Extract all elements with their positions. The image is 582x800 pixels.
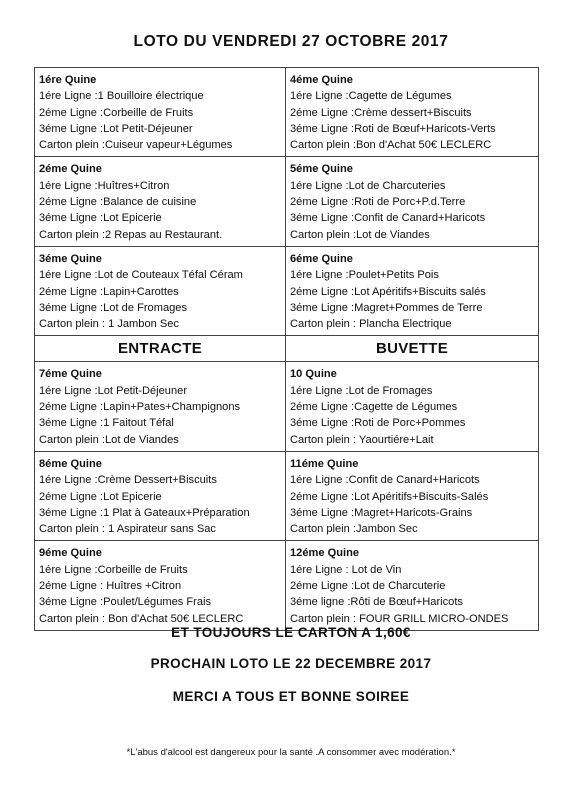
thanks-line: MERCI A TOUS ET BONNE SOIREE: [172, 689, 410, 704]
line-prize: 2éme Ligne :Cagette de Légumes: [290, 401, 458, 414]
quine-heading: 6éme Quine: [290, 252, 353, 265]
line-prize: 3éme Ligne :1 Faitout Téfal: [39, 417, 174, 430]
carton-plein-prize: Carton plein :Cuiseur vapeur+Légumes: [39, 139, 233, 152]
line-prize: 1ére Ligne :Crème Dessert+Biscuits: [39, 474, 217, 487]
quine-heading: 2éme Quine: [39, 163, 102, 176]
quine-cell: [286, 362, 539, 451]
line-prize: 2éme Ligne :Corbeille de Fruits: [39, 106, 194, 119]
carton-plein-prize: Carton plein :Lot de Viandes: [290, 228, 430, 241]
carton-plein-prize: Carton plein : 1 Aspirateur sans Sac: [39, 523, 216, 536]
quine-cell: [35, 246, 286, 335]
quine-cell: [35, 68, 286, 157]
quine-cell: [35, 157, 286, 246]
line-prize: 1ére Ligne :Cagette de Légumes: [290, 90, 452, 103]
line-prize: 3éme Ligne :Lot de Fromages: [39, 301, 188, 314]
line-prize: 2éme Ligne :Lapin+Pates+Champignons: [39, 401, 241, 414]
line-prize: 2éme Ligne :Balance de cuisine: [39, 196, 197, 209]
line-prize: 1ére Ligne :Lot Petit-Déjeuner: [39, 384, 188, 397]
quine-cell: [286, 246, 539, 335]
quine-cell: [286, 451, 539, 540]
quine-heading: 7éme Quine: [39, 368, 102, 381]
line-prize: 3éme Ligne :Confit de Canard+Haricots: [290, 212, 486, 225]
table-row: [35, 246, 539, 335]
line-prize: 1ére Ligne :Poulet+Petits Pois: [290, 269, 439, 282]
line-prize: 2éme Ligne :Roti de Porc+P.d.Terre: [290, 196, 466, 209]
carton-plein-prize: Carton plein :Lot de Viandes: [39, 433, 179, 446]
line-prize: 1ére Ligne :1 Bouilloire électrique: [39, 90, 204, 103]
table-row: [35, 68, 539, 157]
carton-plein-prize: Carton plein : Bon d'Achat 50€ LECLERC: [39, 612, 244, 625]
carton-price-line: ET TOUJOURS LE CARTON A 1,60€: [171, 625, 411, 640]
prize-table: [34, 67, 539, 631]
health-warning-note: *L'abus d'alcool est dangereux pour la santé .A consommer avec modération.*: [126, 747, 456, 758]
line-prize: 2éme Ligne :Crème dessert+Biscuits: [290, 106, 472, 119]
banner-row: [35, 336, 539, 362]
table-row: [35, 451, 539, 540]
quine-heading: 5éme Quine: [290, 163, 353, 176]
carton-plein-prize: Carton plein : 1 Jambon Sec: [39, 318, 179, 331]
quine-heading: 3éme Quine: [39, 252, 102, 265]
carton-plein-prize: Carton plein : Plancha Electrique: [290, 318, 452, 331]
line-prize: 1ére Ligne :Lot de Couteaux Téfal Céram: [39, 269, 243, 282]
line-prize: 3éme Ligne :Poulet/Légumes Frais: [39, 596, 212, 609]
table-row: [35, 541, 539, 630]
quine-heading: 11éme Quine: [290, 457, 359, 470]
entracte-banner: ENTRACTE: [35, 336, 286, 362]
quine-heading: 9éme Quine: [39, 547, 102, 560]
line-prize: 2éme Ligne : Huîtres +Citron: [39, 580, 182, 593]
line-prize: 2éme Ligne :Lot de Charcuterie: [290, 580, 446, 593]
line-prize: 3éme ligne :Rôti de Bœuf+Haricots: [290, 596, 463, 609]
line-prize: 2éme Ligne :Lot Epicerie: [39, 490, 162, 503]
quine-cell: [286, 157, 539, 246]
table-row: [35, 157, 539, 246]
line-prize: 3éme Ligne :Roti de Porc+Pommes: [290, 417, 466, 430]
line-prize: 1ére Ligne : Lot de Vin: [290, 563, 402, 576]
quine-cell: [286, 68, 539, 157]
table-row: [35, 362, 539, 451]
quine-heading: 1ére Quine: [39, 74, 97, 86]
line-prize: 1ére Ligne :Lot de Charcuteries: [290, 179, 446, 192]
line-prize: 1ére Ligne :Lot de Fromages: [290, 384, 433, 397]
carton-plein-prize: Carton plein :2 Repas au Restaurant.: [39, 228, 223, 241]
buvette-banner: BUVETTE: [286, 336, 539, 362]
quine-heading: 8éme Quine: [39, 457, 102, 470]
next-loto-line: PROCHAIN LOTO LE 22 DECEMBRE 2017: [150, 656, 432, 671]
page-title: LOTO DU VENDREDI 27 OCTOBRE 2017: [133, 33, 449, 50]
line-prize: 3éme Ligne :Magret+Pommes de Terre: [290, 301, 483, 314]
line-prize: 1ére Ligne :Confit de Canard+Haricots: [290, 474, 480, 487]
line-prize: 2éme Ligne :Lot Apéritifs+Biscuits-Salés: [290, 490, 489, 503]
line-prize: 3éme Ligne :Lot Petit-Déjeuner: [39, 122, 193, 135]
line-prize: 3éme Ligne :1 Plat à Gateaux+Préparation: [39, 506, 250, 519]
line-prize: 3éme Ligne :Roti de Bœuf+Haricots-Verts: [290, 122, 496, 135]
line-prize: 3éme Ligne :Lot Epicerie: [39, 212, 162, 225]
carton-plein-prize: Carton plein :Jambon Sec: [290, 523, 418, 536]
carton-plein-prize: Carton plein :Bon d'Achat 50€ LECLERC: [290, 139, 492, 152]
quine-heading: 4éme Quine: [290, 74, 353, 86]
line-prize: 3éme Ligne :Magret+Haricots-Grains: [290, 506, 473, 519]
quine-cell: [35, 362, 286, 451]
carton-plein-prize: Carton plein : Yaourtiére+Lait: [290, 433, 434, 446]
line-prize: 2éme Ligne :Lapin+Carottes: [39, 285, 179, 298]
line-prize: 2éme Ligne :Lot Apéritifs+Biscuits salés: [290, 285, 486, 298]
quine-heading: 12éme Quine: [290, 547, 360, 560]
carton-plein-prize: Carton plein : FOUR GRILL MICRO-ONDES: [290, 612, 509, 625]
quine-cell: [35, 541, 286, 630]
quine-heading: 10 Quine: [290, 368, 337, 381]
quine-cell: [286, 541, 539, 630]
line-prize: 1ére Ligne :Corbeille de Fruits: [39, 563, 188, 576]
line-prize: 1ére Ligne :Huîtres+Citron: [39, 179, 170, 192]
quine-cell: [35, 451, 286, 540]
